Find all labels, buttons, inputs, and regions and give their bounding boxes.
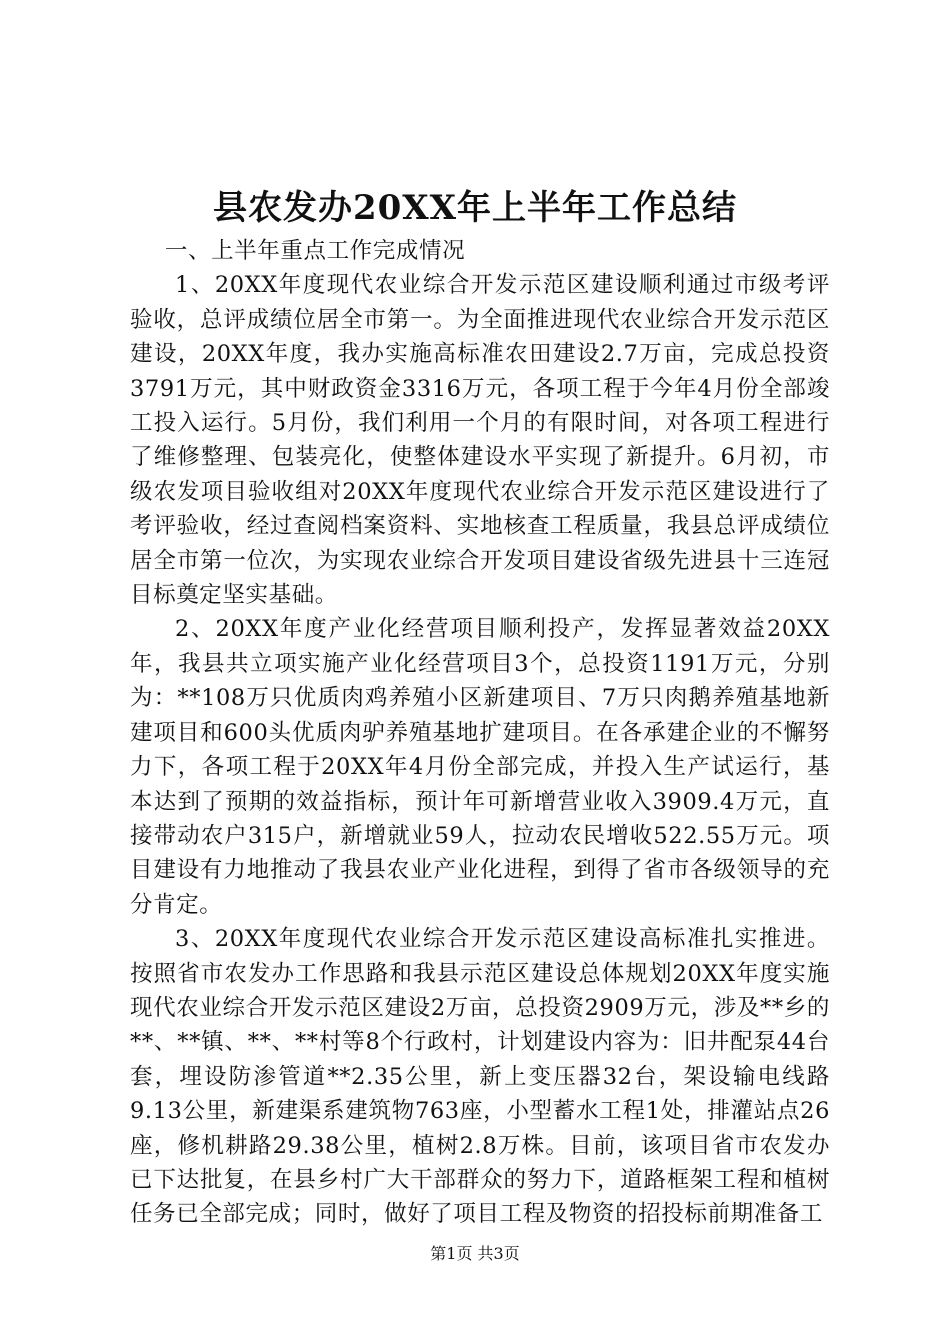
document-body — [130, 234, 830, 1232]
paragraph-3: 3、20XX年度现代农业综合开发示范区建设高标准扎实推进。按照省市农发办工作思路和我县示范区建设总体规划20XX年度实施现代农业综合开发示范区建设2万亩，总投资2909万元，涉及**乡的**、**镇、**、**村等8个行政村，计划建设内容为：旧井配泵44台套，埋设防渗管道**2.35公里，新上变压器32台，架设输电线路9.13公里，新建渠系建筑物763座，小型蓄水工程1处，排灌站点26座，修机耕路29.38公里，植树2.8万株。目前，该项目省市农发办已下达批复，在县乡村广大干部群众的努力下，道路框架工程和植树任务已全部完成；同时，做好了项目工程及物资的招投标前期准备工 — [130, 926, 830, 1228]
page-number-footer: 第1页 共3页 — [430, 1244, 520, 1263]
paragraph-1: 1、20XX年度现代农业综合开发示范区建设顺利通过市级考评验收，总评成绩位居全市第一。为全面推进现代农业综合开发示范区建设，20XX年度，我办实施高标准农田建设2.7万亩，完成总投资3791万元，其中财政资金3316万元，各项工程于今年4月份全部竣工投入运行。5月份，我们利用一个月的有限时间，对各项工程进行了维修整理、包装亮化，使整体建设水平实现了新提升。6月初，市级农发项目验收组对20XX年度现代农业综合开发示范区建设进行了考评验收，经过查阅档案资料、实地核查工程质量，我县总评成绩位居全市第一位次，为实现农业综合开发项目建设省级先进县十三连冠目标奠定坚实基础。 — [130, 272, 830, 609]
document-title: 县农发办20XX年上半年工作总结 — [212, 188, 738, 228]
paragraph-2: 2、20XX年度产业化经营项目顺利投产，发挥显著效益20XX年，我县共立项实施产业化经营项目3个，总投资1191万元，分别为：**108万只优质肉鸡养殖小区新建项目、7万只肉鹅养殖基地新建项目和600头优质肉驴养殖基地扩建项目。在各承建企业的不懈努力下，各项工程于20XX年4月份全部完成，并投入生产试运行，基本达到了预期的效益指标，预计年可新增营业收入3909.4万元，直接带动农户315户，新增就业59人，拉动农民增收522.55万元。项目建设有力地推动了我县农业产业化进程，到得了省市各级领导的充分肯定。 — [130, 616, 830, 918]
section-heading: 一、上半年重点工作完成情况 — [164, 238, 466, 264]
